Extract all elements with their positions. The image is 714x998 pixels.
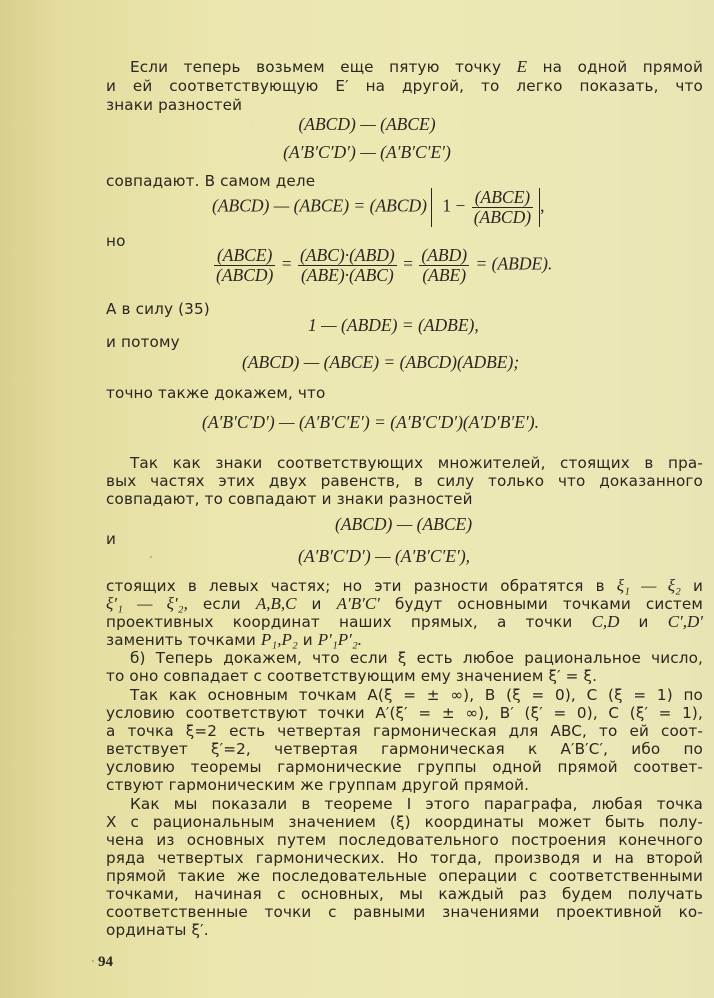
text-line: ряда четвертых гармонических. Но тогда, производя и на второй [106,849,703,867]
formula-difference-4: (A′B′C′D′) — (A′B′C′E′), [298,546,471,566]
math-point-e: E [516,57,528,76]
text-line: проективных координат наших прямых, а точки C,D и C′,D′ [106,612,703,631]
text-line: Если теперь возьмем еще пятую точку E на одной прямой [130,57,703,76]
text-line: точно также докажем, что [106,384,326,402]
text-line: то оно совпадает с соответствующим ему значением ξ′ = ξ. [106,667,598,685]
formula-35: 1 — (ABDE) = (ADBE), [308,315,479,335]
paper-speck [150,556,152,558]
text-line: условию теоремы гармонические группы одной прямой соответ- [106,758,703,776]
text-line: Так как основным точкам A(ξ = ± ∞), B (ξ = 0), C (ξ = 1) по [130,686,703,704]
text-line: но [106,232,126,250]
fraction: $\frac{\text{(ABD)}}{\text{(ABE)}}$ [421,245,468,285]
text-line: условию соответствуют точки A′(ξ′ = ± ∞), B′ (ξ′ = 0), C (ξ′ = 1), [106,704,703,722]
paper-speck [92,960,94,962]
bracket-group: 1 − $\frac{\text{(ABCE)}}{\text{(ABCD)}}$ [431,188,540,227]
text-line: б) Теперь докажем, что если ξ есть любое рациональное число, [130,649,703,667]
formula-product: (ABCD) — (ABCE) = (ABCD)(ADBE); [242,352,520,372]
formula-factorization: (ABCD) — (ABCE) = (ABCD) 1 − $\frac{\text{(ABCE)}}{\text{(ABCD)}}$ , [212,187,545,227]
text-line: ординаты ξ′. [106,921,209,939]
formula-ratio: $\frac{\text{(ABCE)}}{\text{(ABCD)}}$ = $\frac{\text{(ABC)·(ABD)}}{\text{(ABE)·(ABC)}}$ = $\frac{\text{(ABD)}}{\text{(ABE)}}$ = (ABDE). [216,245,553,285]
text-line: вых частях этих двух равенств, в силу только что доказанного [106,472,703,490]
text-line: чена из основных путем последовательного построения конечного [106,831,703,849]
formula-difference-2: (A′B′C′D′) — (A′B′C′E′) [283,142,451,162]
text-line: точками, начиная с основных, мы каждый раз будем получать [106,885,703,903]
text-line: ξ′₁ — ξ′₂, если A,B,C и A′B′C′ будут основными точками систем [106,594,704,613]
formula-difference-3: (ABCD) — (ABCE) [335,514,473,534]
page-number: 94 [98,954,113,970]
text-line: и ей соответствующую E′ на другой, то легко показать, что [106,77,703,95]
text-line: совпадают. В самом деле [106,172,316,190]
text-line: ствуют гармоническим же группам другой прямой. [106,776,530,794]
fraction: $\frac{\text{(ABCE)}}{\text{(ABCD)}}$ [473,187,532,227]
text-line: стоящих в левых частях; но эти разности обратятся в ξ₁ — ξ₂ и [106,576,703,595]
text-line: Так как знаки соответствующих множителей, стоящих в пра- [130,454,703,472]
formula-difference-1: (ABCD) — (ABCE) [298,114,436,134]
fraction: $\frac{\text{(ABCE)}}{\text{(ABCD)}}$ [216,245,274,285]
text-line: прямой такие же последовательные операции с соответственными [106,867,703,885]
text-line: А в силу (35) [106,300,210,318]
text-line: и [106,530,117,548]
text-line: Как мы показали в теореме I этого параграфа, любая точка [130,795,703,813]
text-line: соответственные точки с равными значениями проективной ко- [106,903,703,921]
text-line: знаки разностей [106,96,243,114]
fraction: $\frac{\text{(ABC)·(ABD)}}{\text{(ABE)·(ABC)}}$ [299,245,395,285]
text-line: а точка ξ=2 есть четвертая гармоническая для ABC, то ей соот- [106,722,703,740]
formula-product-prime: (A′B′C′D′) — (A′B′C′E′) = (A′B′C′D′)(A′D′B′E′). [202,412,539,432]
text-line: ветствует ξ′=2, четвертая гармоническая к A′B′C′, ибо по [106,740,703,758]
text-line: X с рациональным значением (ξ) координаты может быть полу- [106,813,703,831]
text-line: совпадают, то совпадают и знаки разностей [106,490,473,508]
text-line: и потому [106,333,180,351]
text-line: заменить точками P₁,P₂ и P′₁P′₂. [106,630,363,649]
